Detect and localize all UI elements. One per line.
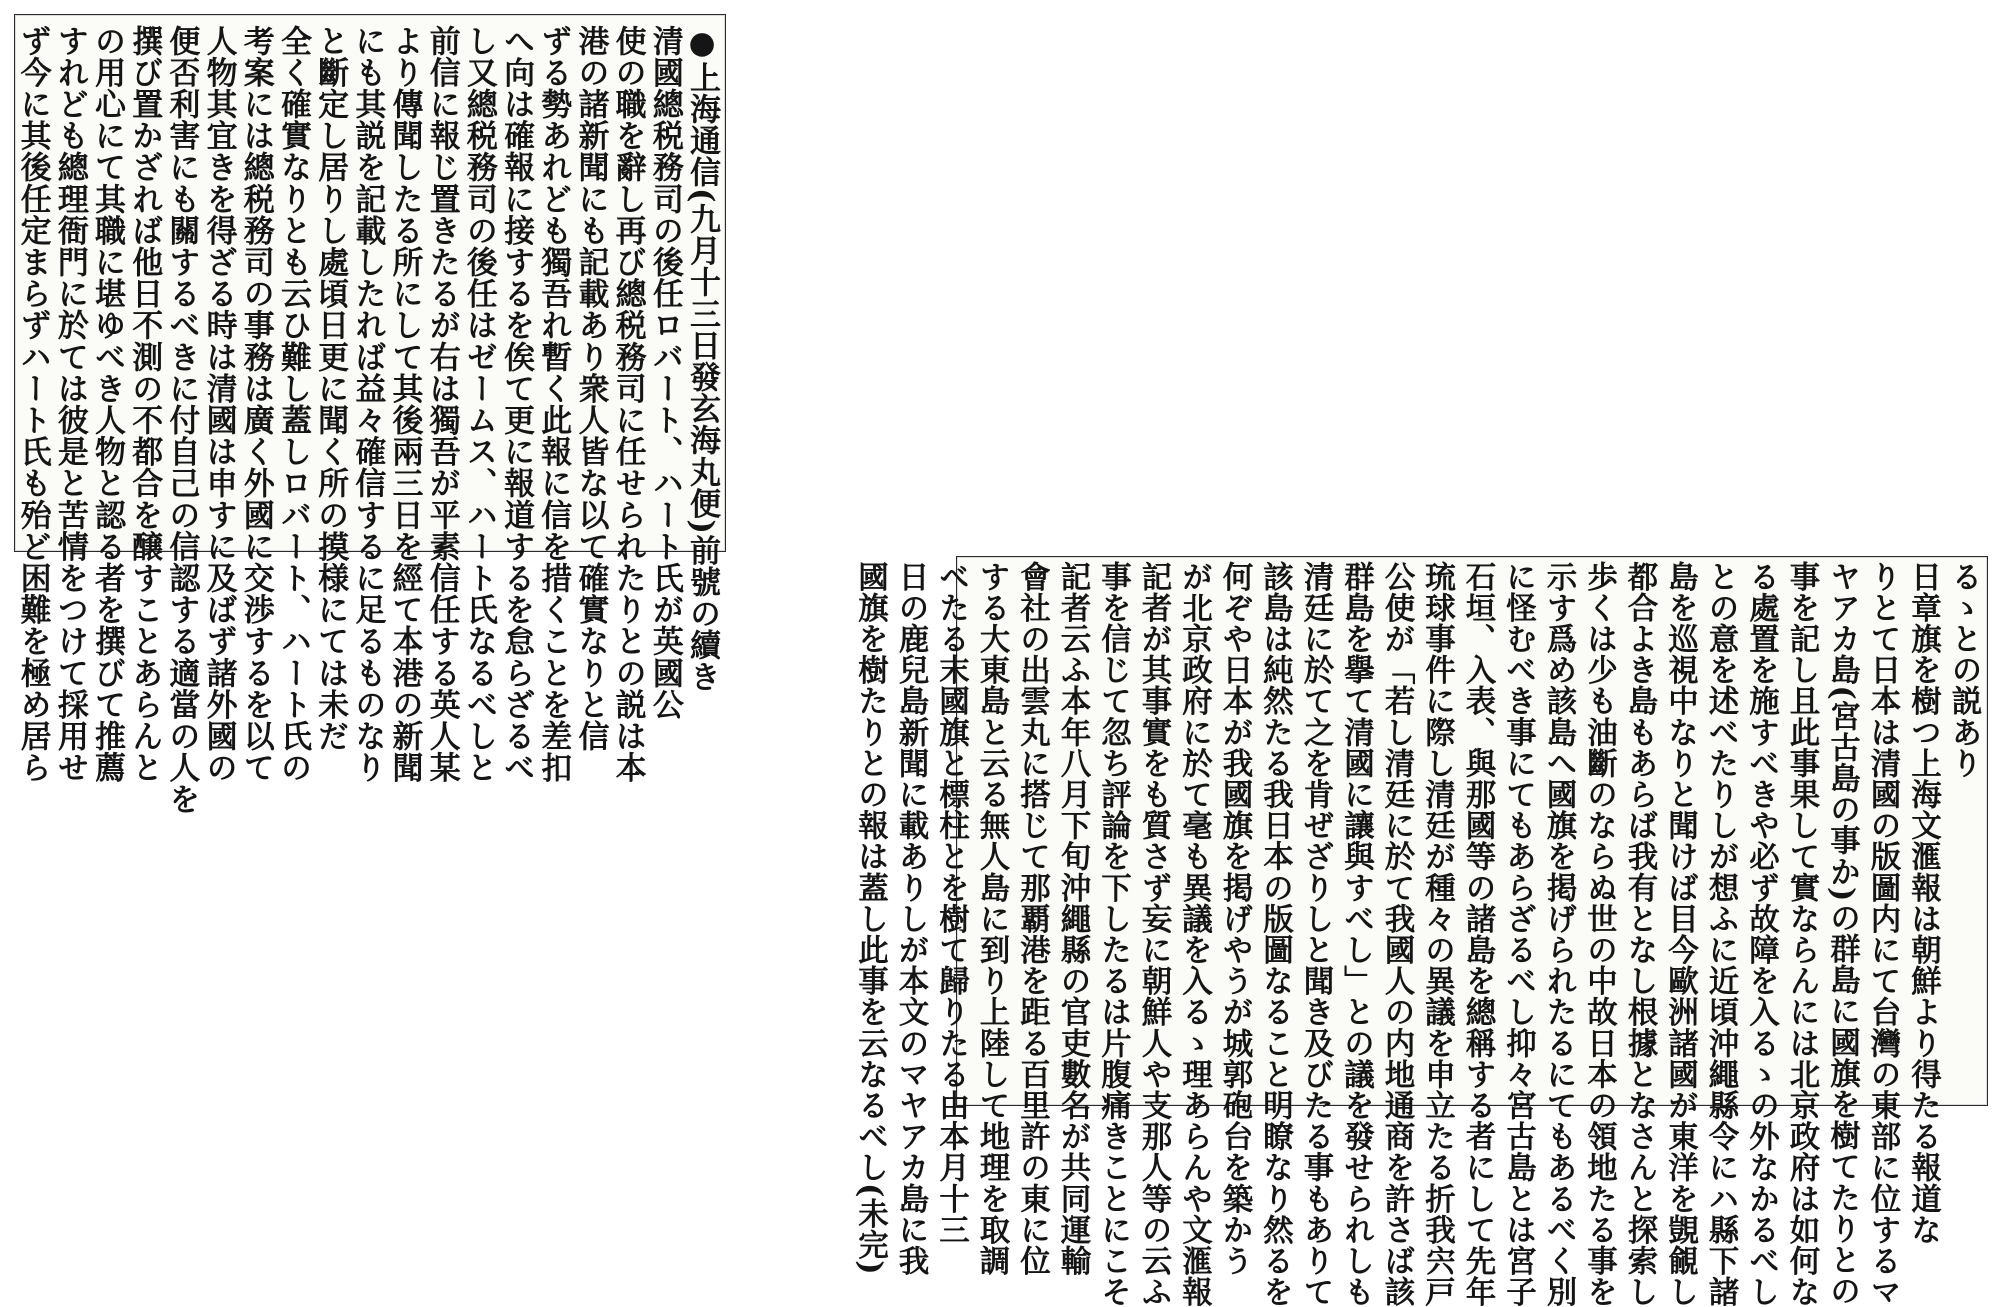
text-column: 考案には總税務司の事務は廣く外國に交渉するを以て [237,25,274,784]
text-columns [14,25,720,815]
text-column: 前信に報じ置きたるが右は獨吾が平素信任する英人某 [423,25,460,784]
text-column: 港の諸新聞にも記載あり衆人皆な以て確實なりと信 [572,25,609,752]
text-column: りとて日本は清國の版圖内にて台灣の東部に位するマ [1865,561,1901,1307]
text-column: べたる末國旗と標柱とを樹て歸りたる由本月十三 [933,561,970,1246]
text-column: 清國總税務司の後任ロバート、ハート氏が英國公 [646,25,683,721]
text-column: 記者が其事實をも質さず妄に朝鮮人や支那人等の云ふ [1136,561,1172,1307]
text-column: へ向は確報に接するを俟て更に報道するを怠らざるべ [498,25,535,784]
text-column: する大東島と云る無人島に到り上陸して地理を取調 [974,561,1010,1277]
text-column: との意を述べたりしが想ふに近頃沖繩縣令にハ縣下諸 [1703,561,1739,1307]
text-column: ずる勢あれども獨吾れ暫く此報に信を措くことを差扣 [535,25,572,784]
text-column: にも其説を記載したれば益々確信するに足るものなり [349,25,386,784]
text-column: 島を巡視中なりと聞けば目今歐洲諸國が東洋を覬覦し [1662,561,1699,1307]
text-column: 清廷に於て之を肯ぜざりしと聞き及びたる事もありて [1298,561,1334,1307]
text-columns [852,561,1982,1307]
text-column: 日の鹿兒島新聞に載ありしが本文のマヤアカ島に我 [893,561,929,1277]
text-column: 日章旗を樹つ上海文滙報は朝鮮より得たる報道な [1905,561,1942,1246]
text-column: より傳聞したる所にして其後兩三日を經て本港の新聞 [386,25,423,784]
text-column: に怪むべき事にてもあらざるべし抑々宮古島とは宮子 [1500,561,1537,1307]
text-column: 使の職を辭し再び總税務司に任せられたりとの説は本 [609,25,646,784]
newspaper-clipping-left [14,14,726,815]
text-column: 撰び置かざれば他日不測の不都合を醸すことあらんと [126,25,163,784]
text-column: ず今に其後任定まらずハート氏も殆ど困難を極め居ら [14,25,51,784]
text-column: 國旗を樹たりとの報は蓋し此事を云なるべし(未完) [852,561,889,1276]
text-column: 群島を擧て清國に讓與すべし」との議を發せられしも [1338,561,1375,1307]
text-column: 便否利害にも關するべきに付自己の信認する適當の人を [163,25,200,815]
text-column: 歩くは少も油斷のならぬ世の中故日本の領地たる事を [1581,561,1618,1307]
text-column: 事を記し且此事果して實ならんには北京政府は如何な [1784,561,1820,1307]
text-column: 石垣、入表、與那國等の諸島を總稱する者にして先年 [1460,561,1496,1307]
text-column: 會社の出雲丸に搭じて那覇港を距る百里許の東に位 [1014,561,1051,1277]
text-column: と斷定し居りし處頃日更に聞く所の摸様にては未だ [312,25,349,752]
text-column: ●上海通信(九月十三日發玄海丸便)前號の續き [684,25,720,693]
text-column: 人物其宜きを得ざる時は清國は申すに及ばず諸外國の [200,25,237,784]
text-column: 記者云ふ本年八月下旬沖繩縣の官吏數名が共同運輸 [1055,561,1091,1277]
text-column: 公使が「若し清廷に於て我國人の内地通商を許さば該 [1379,561,1415,1307]
text-column: が北京政府に於て毫も異議を入るゝ理あらんや文滙報 [1176,561,1213,1307]
newspaper-clipping-right [852,556,1988,1307]
text-column: し又總税務司の後任はゼームス、ハート氏なるべしと [460,25,497,784]
text-column: 都合よき島もあらば我有となし根據となさんと探索し [1622,561,1658,1307]
text-column: るゝとの説あり [1946,561,1982,779]
text-column: 示す爲め該島へ國旗を掲げられたるにてもあるべく別 [1541,561,1577,1307]
text-column: 全く確實なりとも云ひ難し蓋しロバート、ハート氏の [274,25,311,784]
text-column: の用心にて其職に堪ゆべき人物と認る者を撰びて推薦 [89,25,125,784]
text-column: ヤアカ島(宮古島の事か)の群島に國旗を樹てたりとの [1824,561,1861,1307]
text-column: すれども總理衙門に於ては彼是と苦情をつけて採用せ [51,25,88,784]
text-column: 何ぞや日本が我國旗を掲げやうが城郭砲台を築かう [1217,561,1253,1277]
text-column: 該島は純然たる我日本の版圖なること明瞭なり然るを [1257,561,1294,1307]
text-column: る處置を施すべきや必ず故障を入るゝの外なかるべし [1743,561,1780,1307]
text-column: 事を信じて忽ち評論を下したるは片腹痛きことにこそ [1095,561,1132,1307]
text-column: 琉球事件に際し清廷が種々の異議を申立たる折我宍戸 [1419,561,1456,1307]
